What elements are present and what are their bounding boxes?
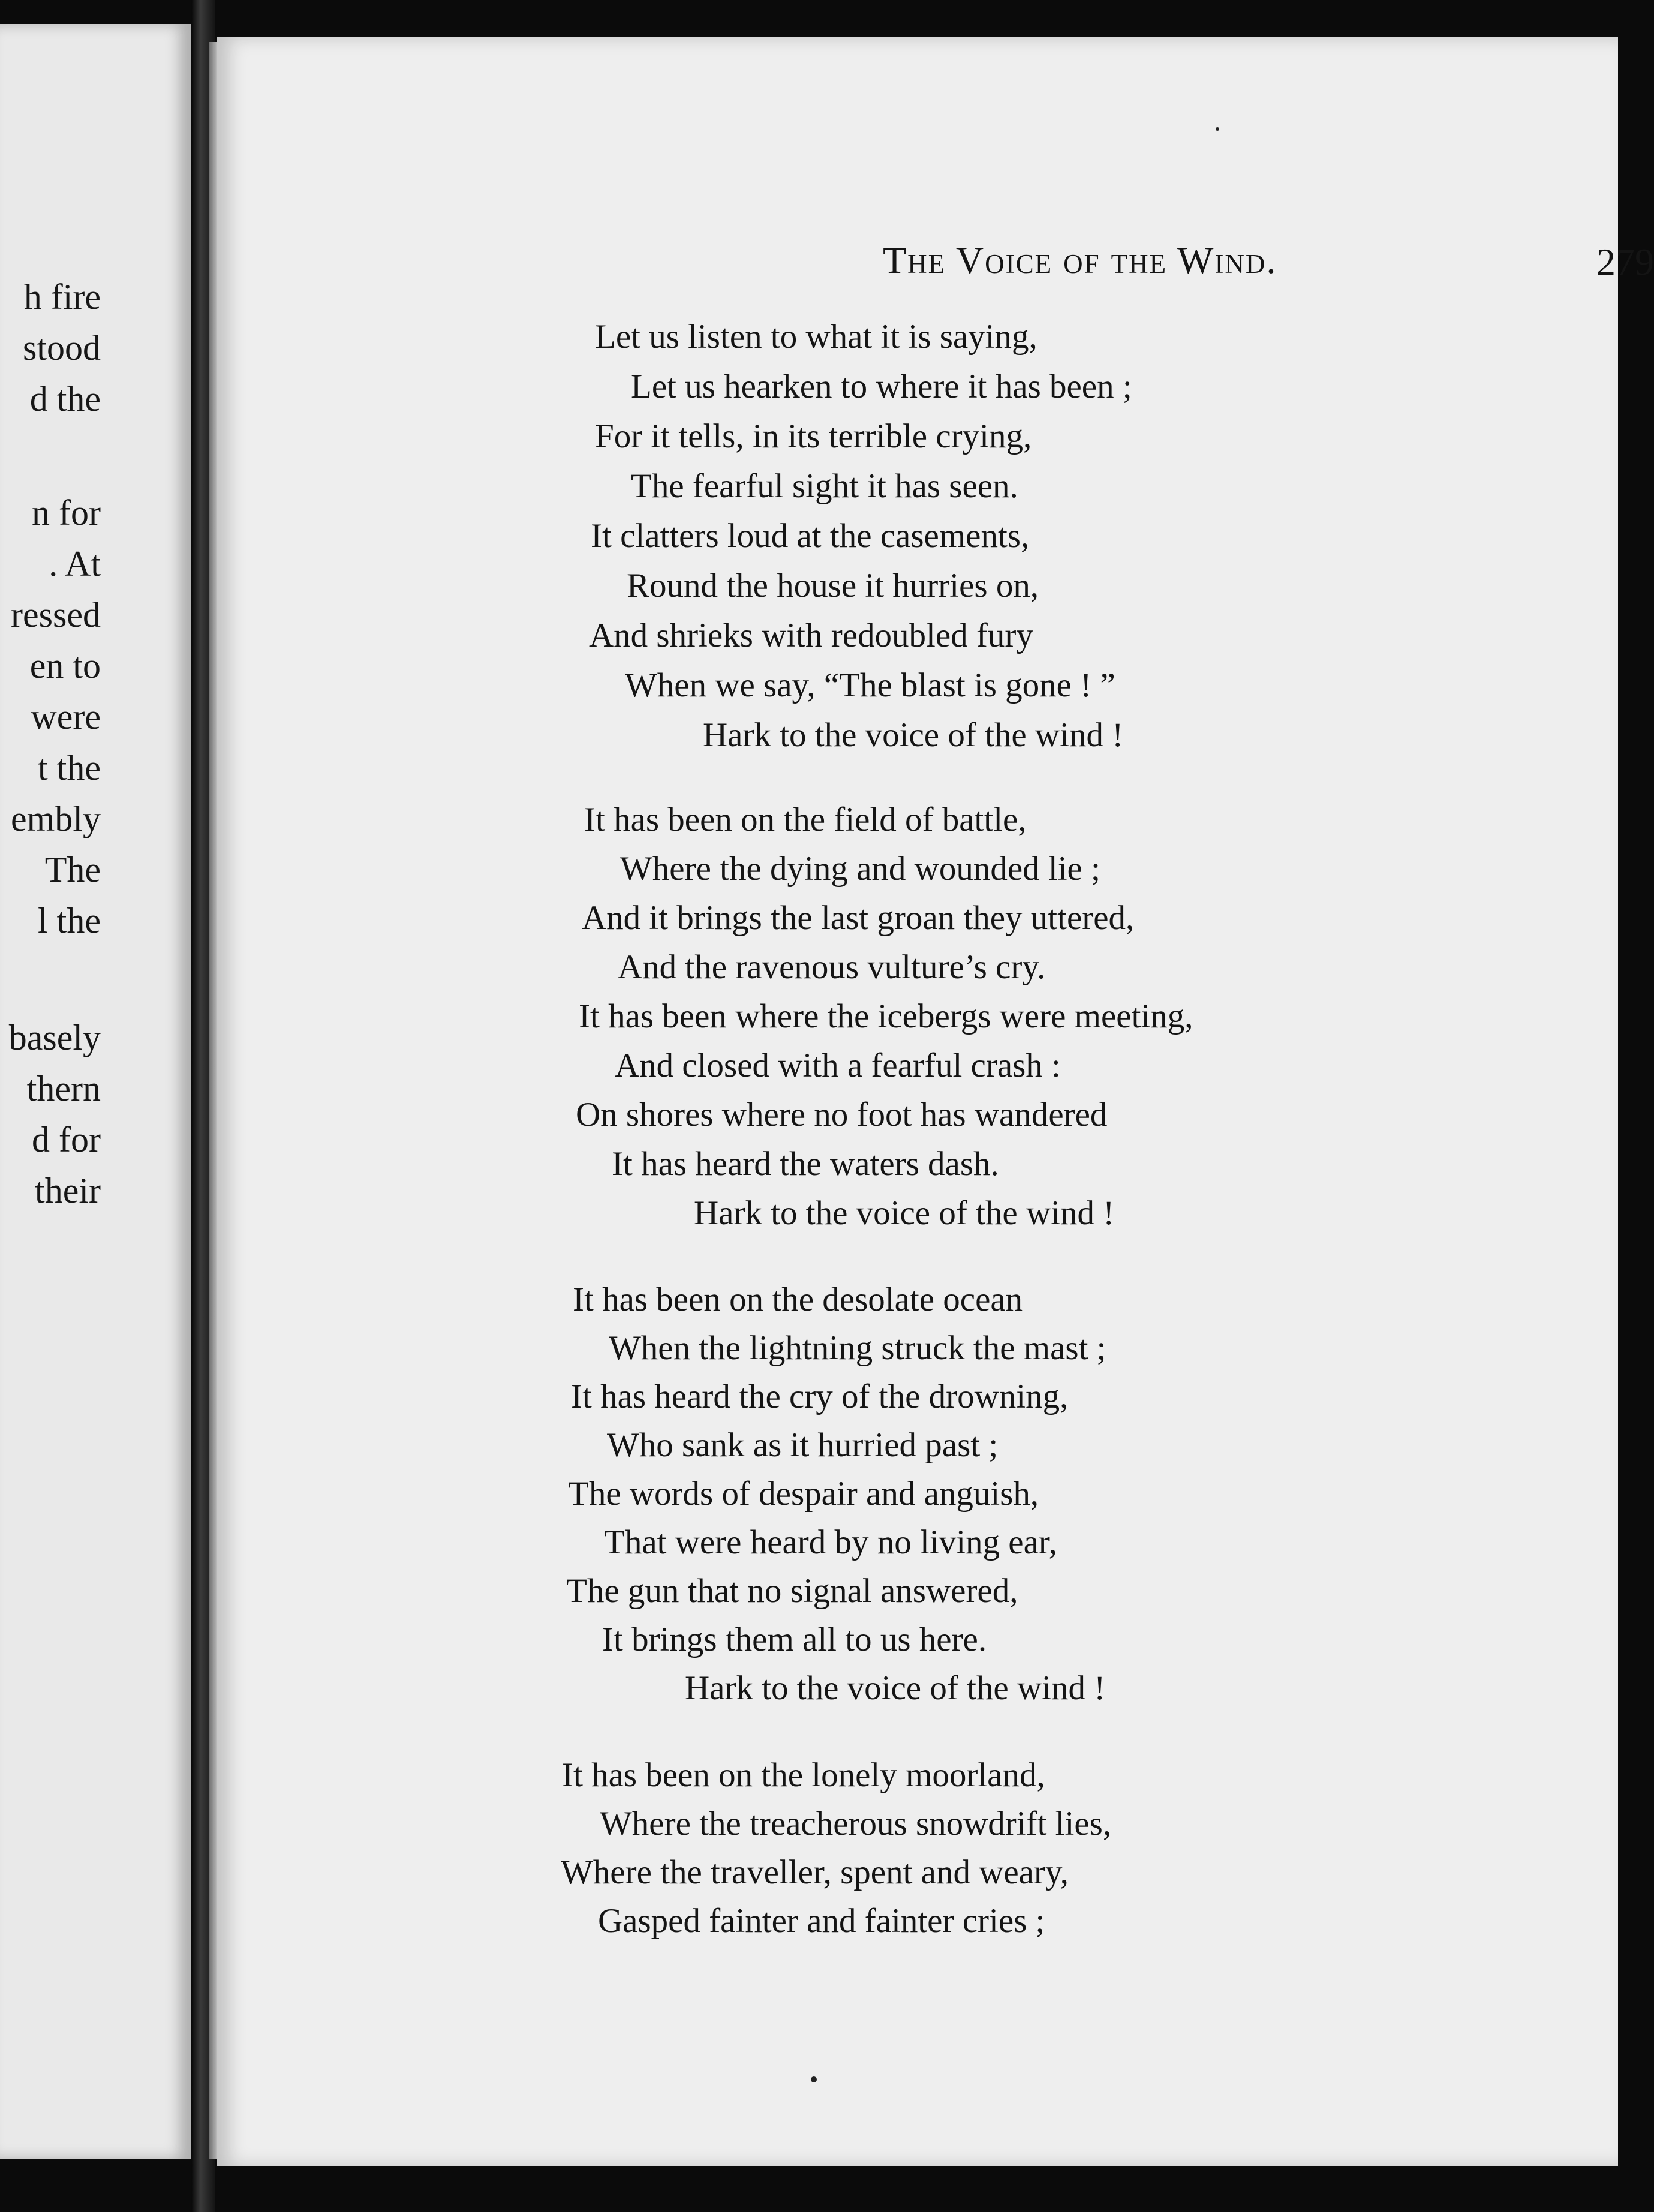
left-page-line: n for <box>32 493 101 533</box>
page-number: 279 <box>1596 241 1654 283</box>
poem-line-refrain: Hark to the voice of the wind ! <box>703 716 1124 754</box>
left-page-fragment <box>0 24 191 2159</box>
poem-line: It clatters loud at the casements, <box>591 517 1030 555</box>
poem-line: It has heard the cry of the drowning, <box>571 1378 1069 1415</box>
left-page-line: t the <box>38 748 101 788</box>
left-page-line: stood <box>22 328 101 368</box>
right-page <box>217 37 1654 2166</box>
poem-line: It has heard the waters dash. <box>612 1145 999 1183</box>
left-page-line: . At <box>49 544 101 584</box>
poem-line: When the lightning struck the mast ; <box>609 1329 1106 1367</box>
left-page-line: en to <box>29 646 101 686</box>
poem-line: It has been where the icebergs were meeting, <box>579 997 1193 1035</box>
paper-speck <box>811 2076 817 2082</box>
poem-line: On shores where no foot has wandered <box>576 1096 1108 1134</box>
poem-line: The words of despair and anguish, <box>568 1475 1039 1513</box>
poem-line: It brings them all to us here. <box>602 1621 987 1658</box>
poem-line-refrain: Hark to the voice of the wind ! <box>694 1194 1115 1232</box>
left-page-line: d the <box>29 379 101 419</box>
left-page-line: were <box>31 697 101 737</box>
poem-line: For it tells, in its terrible crying, <box>595 417 1032 455</box>
poem-line: Where the traveller, spent and weary, <box>561 1853 1069 1891</box>
left-page-line: The <box>44 850 101 889</box>
left-page-line: basely <box>8 1018 101 1057</box>
paper-speck <box>1216 127 1219 131</box>
poem-line: It has been on the desolate ocean <box>573 1281 1023 1318</box>
poem-line: And shrieks with redoubled fury <box>589 617 1033 654</box>
left-page-line: h fire <box>23 277 101 317</box>
left-page-line: ressed <box>11 595 101 635</box>
poem-line: The fearful sight it has seen. <box>631 467 1018 505</box>
left-page-line: embly <box>11 799 101 838</box>
poem-line: That were heard by no living ear, <box>604 1523 1057 1561</box>
left-page-line: thern <box>26 1069 101 1108</box>
left-page-line: d for <box>32 1120 101 1159</box>
poem-line: Let us hearken to where it has been ; <box>631 368 1132 405</box>
poem-line: Round the house it hurries on, <box>627 567 1039 605</box>
poem-line: Gasped fainter and fainter cries ; <box>598 1902 1045 1940</box>
poem-line: And the ravenous vulture’s cry. <box>618 948 1046 986</box>
poem-line: It has been on the field of battle, <box>584 801 1027 838</box>
poem-line: Where the dying and wounded lie ; <box>620 850 1100 888</box>
poem-line: When we say, “The blast is gone ! ” <box>625 666 1115 704</box>
poem-line: Who sank as it hurried past ; <box>607 1426 999 1464</box>
left-page-line: their <box>35 1171 101 1210</box>
poem-line: The gun that no signal answered, <box>566 1572 1018 1610</box>
left-page-line: l the <box>38 901 101 940</box>
poem-line-refrain: Hark to the voice of the wind ! <box>685 1669 1106 1707</box>
poem-line: It has been on the lonely moorland, <box>562 1756 1045 1794</box>
poem-line: Where the treacherous snowdrift lies, <box>600 1805 1112 1843</box>
poem-line: And closed with a fearful crash : <box>615 1047 1061 1084</box>
running-head: The Voice of the Wind. <box>883 239 1277 281</box>
poem-line: And it brings the last groan they uttered, <box>582 899 1135 937</box>
poem-line: Let us listen to what it is saying, <box>595 318 1037 356</box>
